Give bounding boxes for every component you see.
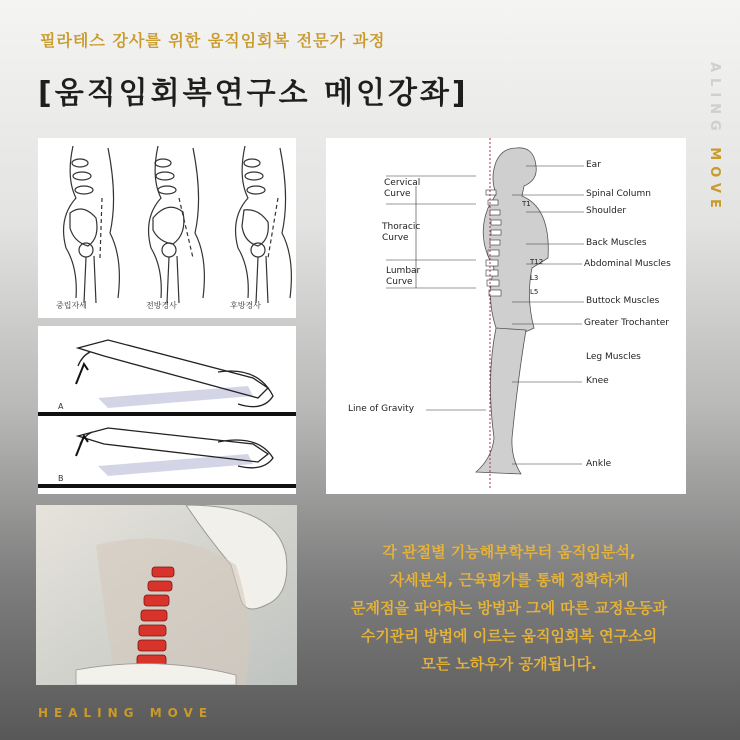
footer-brand: HEALING MOVE [38, 706, 214, 720]
label-spinal-column: Spinal Column [586, 189, 651, 199]
label-lumbar-curve: Curve [386, 277, 413, 287]
vertical-brand-text [707, 62, 722, 214]
description-line-3: 문제점을 파악하는 방법과 그에 따른 교정운동과 [351, 599, 667, 617]
label-greater-trochanter: Greater Trochanter [584, 318, 669, 328]
posture-anatomy-diagram [326, 138, 686, 494]
label-ankle: Ankle [586, 459, 612, 469]
label-lumbar: Lumbar [386, 266, 421, 276]
description-line-5: 모든 노하우가 공개됩니다. [421, 655, 597, 673]
course-subtitle: 필라테스 강사를 위한 움직임회복 전문가 과정 [40, 31, 386, 50]
description-line-2: 자세분석, 근육평가를 통해 정확하게 [389, 571, 629, 589]
leg-label-b: B [58, 474, 64, 483]
label-knee: Knee [586, 376, 609, 386]
label-thoracic-curve: Curve [382, 233, 409, 243]
label-abdominal-muscles: Abdominal Muscles [584, 259, 671, 269]
label-t12: T12 [530, 258, 544, 266]
vertical-brand-faded: ALING [707, 62, 722, 137]
leg-raise-illustration [38, 326, 296, 494]
label-cervical: Cervical [384, 178, 421, 188]
label-l3: L3 [530, 274, 539, 282]
neck-skull-render [36, 505, 297, 685]
cervical-spine-image [36, 505, 297, 685]
pelvic-posture-illustration [38, 138, 296, 318]
label-t1: T1 [522, 200, 531, 208]
leg-raise-drawings [38, 326, 296, 494]
label-back-muscles: Back Muscles [586, 238, 647, 248]
label-thoracic: Thoracic [382, 222, 421, 232]
description-line-1: 각 관절별 기능해부학부터 움직임분석, [382, 543, 636, 561]
label-leg-muscles: Leg Muscles [586, 352, 641, 362]
page-title: [움직임회복연구소 메인강좌] [38, 76, 469, 111]
label-shoulder: Shoulder [586, 206, 627, 216]
course-description [314, 538, 704, 678]
label-l5: L5 [530, 288, 539, 296]
posture-caption-anterior: 전방경사 [146, 301, 177, 310]
vertical-brand-accent: MOVE [707, 147, 722, 214]
label-ear: Ear [586, 160, 601, 170]
posture-caption-posterior: 후방경사 [230, 301, 261, 310]
label-line-of-gravity: Line of Gravity [348, 404, 415, 414]
leg-label-a: A [58, 402, 64, 411]
pelvis-drawings [38, 138, 296, 318]
description-line-4: 수기관리 방법에 이르는 움직임회복 연구소의 [360, 627, 658, 645]
label-cervical-curve: Curve [384, 189, 411, 199]
posture-caption-neutral: 중립자세 [56, 301, 87, 310]
label-buttock-muscles: Buttock Muscles [586, 296, 660, 306]
